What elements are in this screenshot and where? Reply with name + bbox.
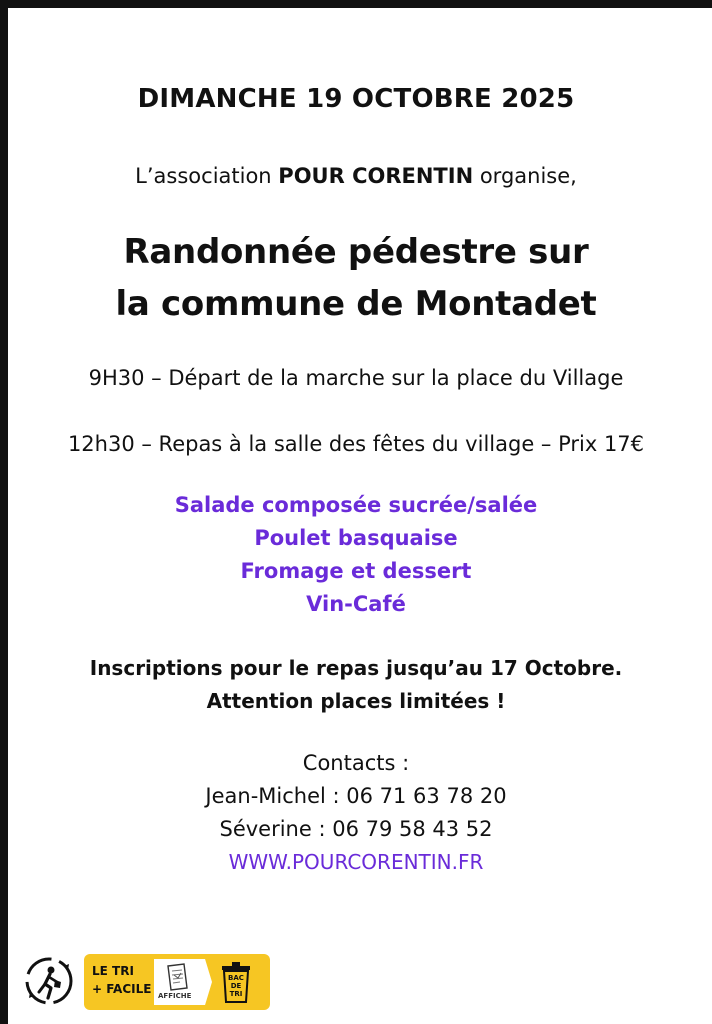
menu-item: Salade composée sucrée/salée <box>174 493 538 517</box>
event-title-line-2: la commune de Montadet <box>115 284 597 324</box>
bin-label-2: DE <box>230 982 242 990</box>
registration-deadline: Inscriptions pour le repas jusqu’au 17 Octobre. <box>89 656 623 680</box>
sorting-bin-icon <box>218 960 254 1004</box>
registration-warning: Attention places limitées ! <box>206 689 506 713</box>
menu-item: Poulet basquaise <box>254 526 458 550</box>
event-intro <box>8 164 712 188</box>
intro-suffix: organise, <box>473 164 577 188</box>
recycle-person-icon <box>24 956 74 1006</box>
contact-severine: Séverine : 06 79 58 43 52 <box>219 817 493 841</box>
event-date: DIMANCHE 19 OCTOBRE 2025 <box>137 84 575 114</box>
bin-label-1: BAC <box>228 974 244 982</box>
menu-item: Vin-Café <box>306 592 406 616</box>
website-link[interactable]: WWW.POURCORENTIN.FR <box>228 850 484 874</box>
intro-prefix: L’association <box>135 164 279 188</box>
affiche-label: AFFICHE <box>158 992 192 1000</box>
contact-jean-michel: Jean-Michel : 06 71 63 78 20 <box>205 784 507 808</box>
schedule-meal: 12h30 – Repas à la salle des fêtes du village – Prix 17€ <box>67 432 645 456</box>
menu-item: Fromage et dessert <box>240 559 472 583</box>
event-title-line-1: Randonnée pédestre sur <box>123 232 589 272</box>
organizer-name: POUR CORENTIN <box>278 164 474 188</box>
affiche-paper-icon <box>162 962 192 992</box>
bin-label-3: TRI <box>229 990 243 998</box>
badge-line-2: + FACILE <box>92 982 152 996</box>
flyer-page <box>8 8 712 1024</box>
badge-line-1: LE TRI <box>92 964 134 978</box>
tri-facile-badge <box>84 954 270 1010</box>
schedule-departure: 9H30 – Départ de la marche sur la place du Village <box>88 366 624 390</box>
contacts-heading: Contacts : <box>302 751 410 775</box>
